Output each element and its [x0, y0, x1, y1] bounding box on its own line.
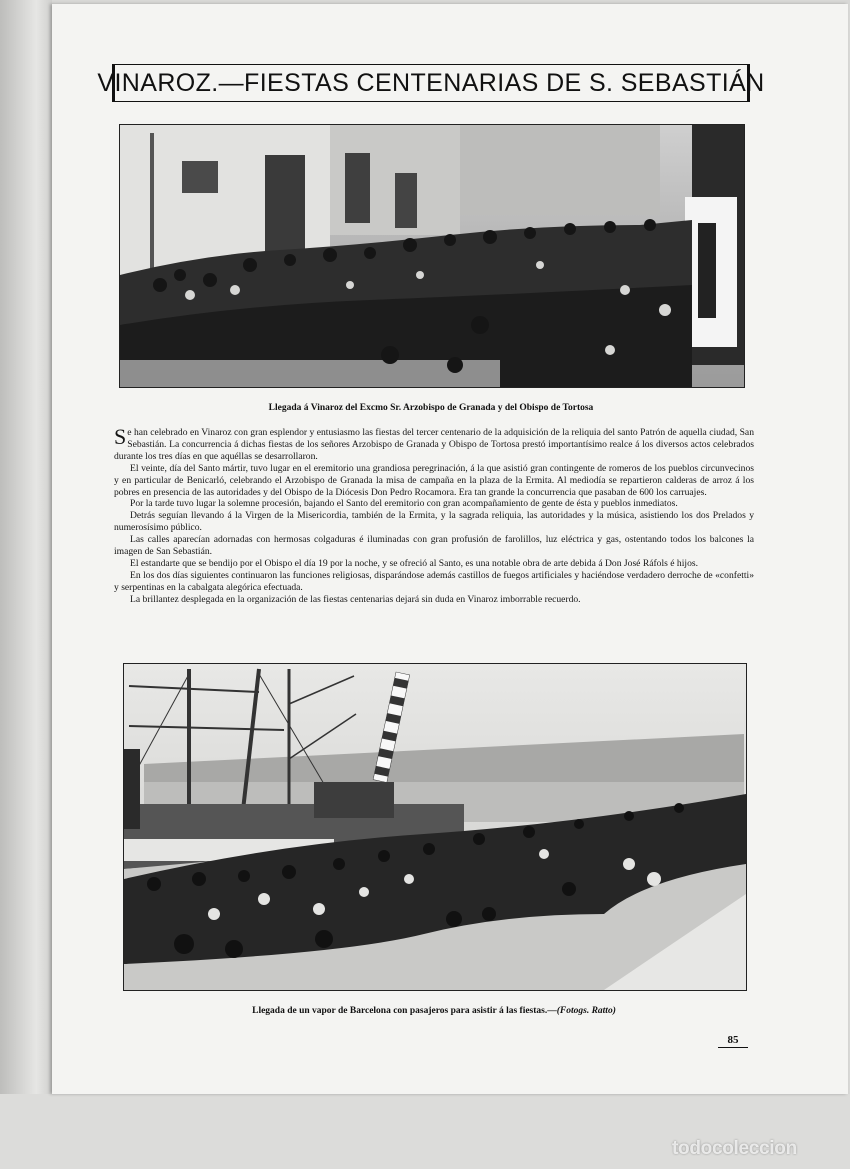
crowd-street-photo: [120, 125, 744, 387]
photo-steamer-arrival: [123, 663, 747, 991]
title-banner: [97, 64, 765, 102]
photo-archbishop-arrival: [119, 124, 745, 388]
article-paragraph: Se han celebrado en Vinaroz con gran esplendor y entusiasmo las fiestas del tercer centenario de la adquisición de la reliquia del santo Patrón de aquella ciudad, San Sebastián. La concurrencia á dichas fiestas de los señores Arzobispo de Granada y Obispo de Tortosa prestó importantísimo realce á los diversos actos celebrados durante los tres días en que aquéllas se desarrollaron.: [114, 424, 754, 462]
watermark-logo: todocoleccion: [672, 1138, 797, 1159]
drop-cap: S: [114, 424, 127, 449]
article-paragraph: En los dos días siguientes continuaron las funciones religiosas, disparándose además castillos de fuegos artificiales y haciéndose verdadero derroche de «confetti» y serpentinas en la cabalgata alegórica efectuada.: [114, 569, 754, 593]
scan-left-margin: [0, 0, 52, 1169]
article-body: [114, 424, 754, 606]
page-number: 85: [718, 1034, 748, 1048]
article-paragraph: Las calles aparecían adornadas con hermosas colgaduras é iluminadas con gran profusión de farolillos, luz eléctrica y gas, ostentando todos los balcones la imagen de San Sebastián.: [114, 534, 754, 558]
article-paragraph: Por la tarde tuvo lugar la solemne procesión, bajando el Santo del eremitorio con gran acompañamiento de gente de ésta y pueblos inmediatos.: [130, 498, 678, 510]
article-paragraph: La brillantez desplegada en la organización de las fiestas centenarias dejará sin duda en Vinaroz imborrable recuerdo.: [130, 593, 581, 605]
article-paragraph: El estandarte que se bendijo por el Obispo el día 19 por la noche, y se ofreció al Santo, es una notable obra de arte debida á Don José Ráfols é hijos.: [130, 557, 698, 569]
page-title: VINAROZ.—FIESTAS CENTENARIAS DE S. SEBASTIÁN: [97, 68, 765, 97]
article-paragraph: El veinte, día del Santo mártir, tuvo lugar en el eremitorio una grandiosa peregrinación, á la que asistió gran contingente de romeros de los pueblos circunvecinos y en particular de Benicarló, celebrando el Arzobispo de Granada la misa de campaña en la plaza de la Ermita. Al mediodía se repartieron calderas de arroz á los pobres en presencia de las autoridades y del Obispo de la Diócesis Don Pedro Rocamora. Era tan grande la concurrencia que pasaban de 600 los carruajes.: [114, 462, 754, 498]
photo1-caption: Llegada á Vinaroz del Excmo Sr. Arzobispo de Granada y del Obispo de Tortosa: [268, 403, 594, 413]
photo-credit: (Fotogs. Ratto): [556, 1006, 616, 1016]
harbor-crowd-photo: [124, 664, 746, 990]
article-paragraph: Detrás seguían llevando á la Virgen de la Misericordia, también de la Ermita, y la sagrada reliquia, las autoridades y la música, asistiendo los dos Prelados y numerosísimo público.: [114, 510, 754, 534]
photo2-caption: Llegada de un vapor de Barcelona con pasajeros para asistir á las fiestas.—(Fotogs. Ratto): [252, 1006, 616, 1016]
